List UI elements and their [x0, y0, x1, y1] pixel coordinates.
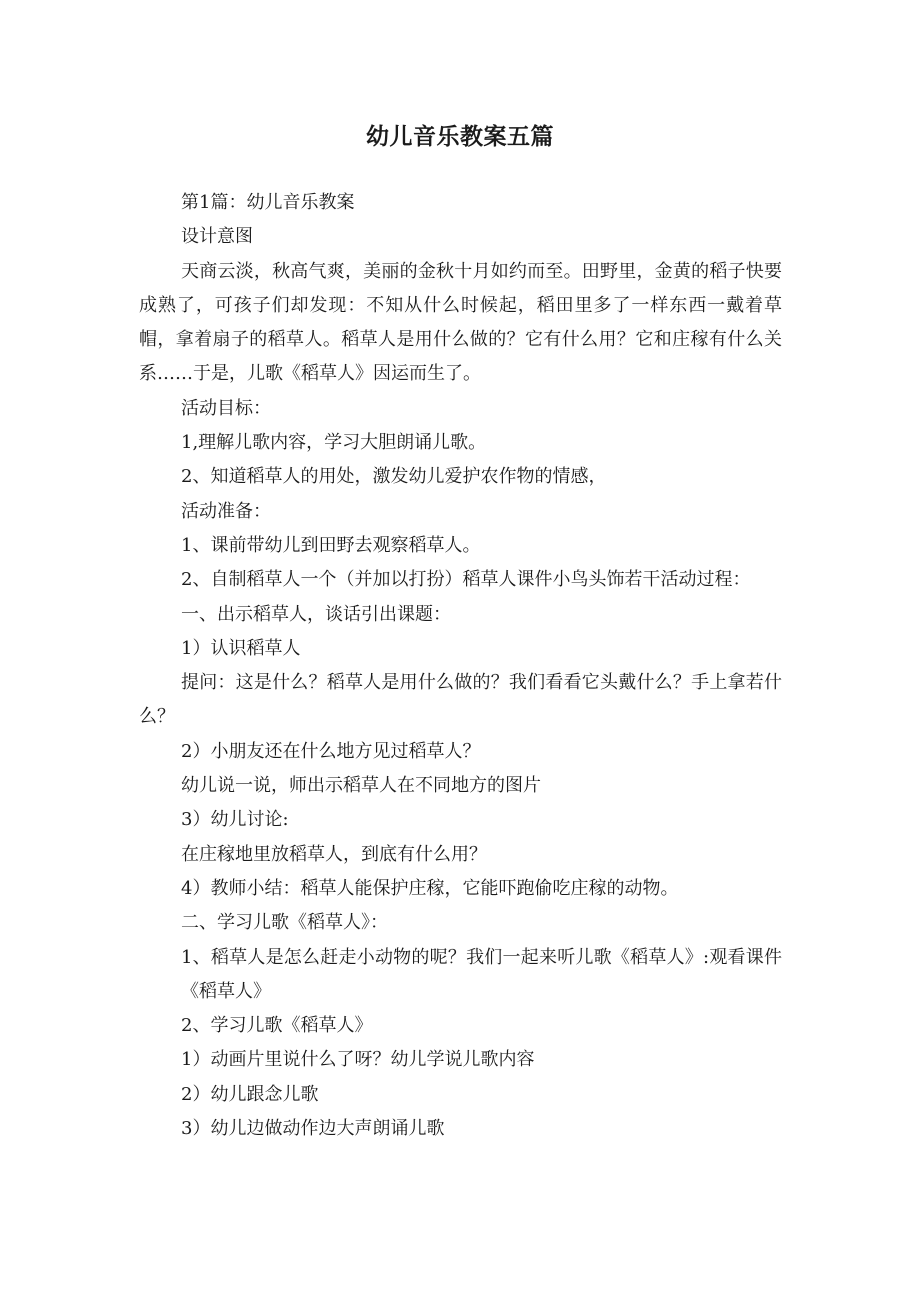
paragraph: 在庄稼地里放稻草人，到底有什么用？ [181, 843, 487, 865]
paragraph: 2）幼儿跟念儿歌 [181, 1083, 319, 1105]
paragraph: 3）幼儿边做动作边大声朗诵儿歌 [181, 1118, 445, 1140]
paragraph: 提问：这是什么？稻草人是用什么做的？我们看看它头戴什么？手上拿若什么？ [139, 672, 782, 728]
document-body [139, 186, 782, 1146]
paragraph: 2、学习儿歌《稻草人》 [181, 1015, 373, 1037]
paragraph: 1,理解儿歌内容，学习大胆朗诵儿歌。 [181, 432, 487, 454]
paragraph: 活动准备： [181, 500, 271, 522]
paragraph: 1）认识稻草人 [181, 637, 301, 659]
paragraph: 3）幼儿讨论: [181, 809, 289, 831]
paragraph: 幼儿说一说，师出示稻草人在不同地方的图片 [181, 775, 541, 797]
paragraph: 1、稻草人是怎么赶走小动物的呢？我们一起来听儿歌《稻草人》:观看课件《稻草人》 [181, 946, 782, 1002]
paragraph: 2、自制稻草人一个（并加以打扮）稻草人课件小鸟头饰若干活动过程： [181, 569, 751, 591]
paragraph: 第1篇：幼儿音乐教案 [181, 192, 355, 213]
paragraph: 2）小朋友还在什么地方见过稻草人？ [181, 740, 481, 762]
paragraph: 一、出示稻草人，谈话引出课题： [181, 603, 451, 625]
paragraph: 2、知道稻草人的用处，激发幼儿爱护农作物的情感， [181, 466, 607, 488]
document-title: 幼儿音乐教案五篇 [366, 124, 554, 150]
paragraph: 天商云淡，秋高气爽，美丽的金秋十月如约而至。田野里，金黄的稻子快要成熟了，可孩子们却发现：不知从什么时候起，稻田里多了一样东西一戴着草帽，拿着扇子的稻草人。稻草人是用什么做的？它有什么用？它和庄稼有什么关系……于是，儿歌《稻草人》因运而生了。 [139, 260, 782, 385]
paragraph: 设计意图 [181, 226, 253, 248]
paragraph: 1）动画片里说什么了呀？幼儿学说儿歌内容 [181, 1049, 535, 1071]
paragraph: 二、学习儿歌《稻草人》： [181, 912, 388, 934]
paragraph: 活动目标： [181, 397, 271, 419]
paragraph: 1、课前带幼儿到田野去观察稻草人。 [181, 534, 481, 556]
paragraph: 4）教师小结：稻草人能保护庄稼，它能吓跑偷吃庄稼的动物。 [181, 877, 679, 899]
